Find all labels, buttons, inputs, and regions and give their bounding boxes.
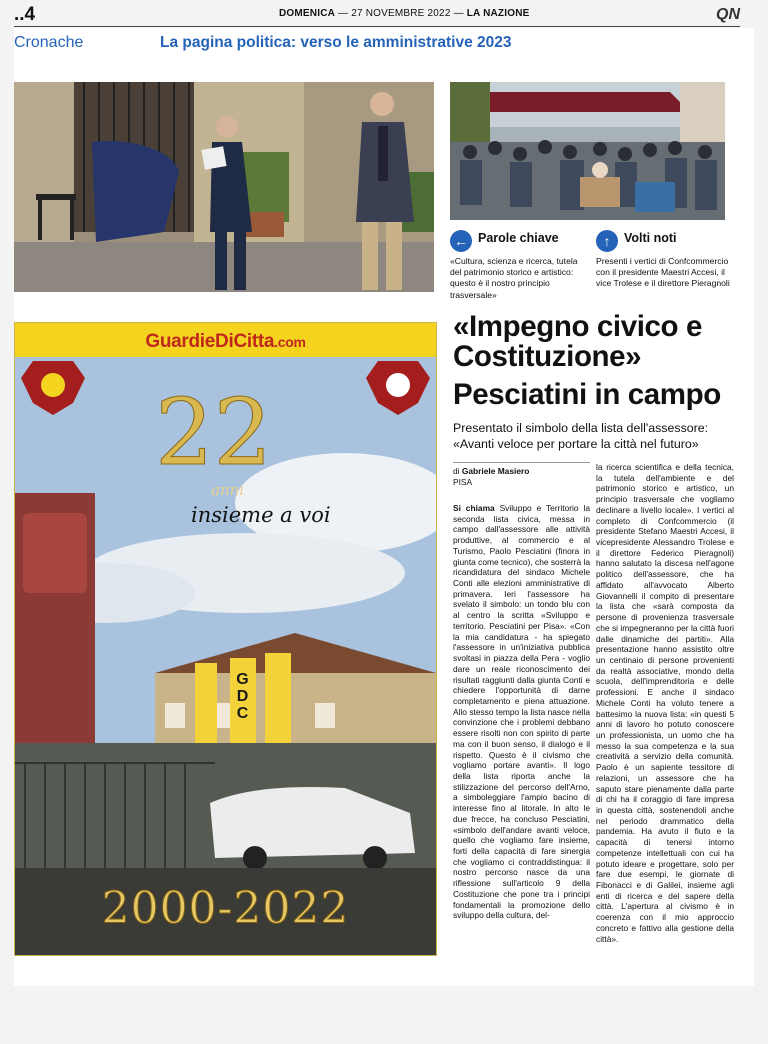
ad-anni: anni [211, 481, 245, 499]
ad-years: 2000-2022 [101, 883, 350, 934]
section-label: Cronache [14, 34, 84, 51]
ad-banner-text: GDC [234, 671, 251, 722]
arrow-up-icon: ↑ [596, 230, 618, 252]
ad-brand-suffix: .com [274, 334, 306, 350]
article-lead: Si chiama [453, 503, 495, 513]
top-headline: La pagina politica: verso le amministrative 2023 [160, 34, 512, 51]
article-col1-text: Sviluppo e Territorio la seconda lista civica, messa in campo dall'assessore alle attività produttive, al commercio e al Turismo, Paolo Pesciatini (finora in giunta come tecnico), che sosterrà la ricandidatura del sindaco Michele Conti alle elezioni amministrative di primavera. Ieri l'assessore ha svelato il simbolo: un tondo blu con al centro la scritta «Sviluppo e territorio. Pesciatini per Pisa». «Con la mia candidatura - ha spiegato l'assessore in un'iniziativa pubblica svoltasi in piazza della Pera - voglio dare un reale riconoscimento dei risultati raggiunti dalla giunta Conti e chiedere l'opportunità di darne completamento e piena attuazione. Allo stesso tempo la lista nasce nella convinzione che i problemi debbano essere risolti non con spirito di parte ma con il buon senso, il dialogo e il rispetto. Questo è il civismo che vogliamo portare avanti». Il logo della lista riporta anche la stilizzazione del percorso dell'Arno, a simboleggiare l'ampio bacino di interesse fino al litorale. In alto le due frecce, ha concluso Pesciatini, «simbolo dell'andare avanti veloce, quello che vogliamo fare insieme, forti della capacità di fare sinergia che vogliamo ci contraddistingua: il nostro percorso nasce da una riflessione sull'articolo 9 della Costituzione che pone tra i principi fondamentali la promozione dello sviluppo della cultura, del- [453, 503, 590, 921]
photo-unveiling [14, 82, 434, 292]
article-column-1 [453, 503, 590, 921]
article-column-2: la ricerca scientifica e della tecnica, la tutela dell'ambiente e del patrimonio storico e artistico, un principio trasversale che vogliamo declinare a livello locale». I vertici al completo di Confcommercio (il presidente Stefano Maestri Accesi, il vicepresidente Alessandro Trolese e il direttore Federico Pieragnoli) hanno salutato la discesa nell'agone politico dell'assessore, che ha affidato all'avvocato Alberto Giovannelli il compito di presentare la lista che «sarà composta da persone di provenienza trasversale che si impegneranno per la città fuori dalle dinamiche dei partiti». Alla presentazione hanno assistito oltre un centinaio di persone provenienti da realtà associative, mondo della scuola, dell'imprenditoria e delle professioni. E anche il sindaco Michele Conti ha voluto tenere a battesimo la nuova lista: «in questi 5 anni di lavoro ho potuto conoscere un professionista, un uomo che ha messo la sua competenza e la sua creatività a servizio della comunità. Paolo è un sapiente tessitore di relazioni, un assessore che ha saputo stare pienamente dalla parte di chi ha il coraggio di fare impresa in questa città, sostenendoli anche nel periodo drammatico della pandemia. Ha avuto il fiuto e la capacità di tenersi intorno competenze intellettuali con cui ha potuto ideare e progettare, solo per fare due esempi, le giornate di Fibonacci e di Galilei, insieme agli enti di ricerca e del sapere della città. L'apertura al civismo è in coerenza con il mio approccio concreto e fattivo alla gestione della città». [596, 462, 734, 944]
photo-crowd-illustration [450, 82, 725, 220]
byline-author: Gabriele Masiero [461, 466, 530, 476]
ad-tagline: insieme a voi [191, 503, 331, 527]
dateline-day: DOMENICA [279, 8, 336, 19]
ad-brand [15, 331, 436, 353]
page-header [14, 4, 740, 27]
byline [453, 462, 590, 488]
ad-brand-banner [15, 323, 436, 357]
photo-unveiling-illustration [14, 82, 434, 292]
dateline [279, 8, 530, 19]
dateline-paper: LA NAZIONE [466, 8, 530, 19]
keyword-text: «Cultura, scienza e ricerca, tutela del patrimonio storico e artistico: questo è il nostro principio trasversale» [450, 256, 578, 300]
keyword-text: Presenti i vertici di Confcommercio con il presidente Maestri Accesi, il vice Trolese e il direttore Pieragnoli [596, 256, 730, 289]
keyword-title: Parole chiave [478, 231, 559, 245]
byline-prefix: di [453, 466, 460, 476]
ad-anniversary-number: 22 [155, 379, 273, 486]
byline-place: PISA [453, 477, 473, 487]
dateline-sep: — [338, 8, 349, 19]
dateline-sep2: — [453, 8, 464, 19]
article-title: «Impegno civico e Costituzione» [453, 310, 702, 373]
advertisement [14, 322, 437, 956]
photo-crowd [450, 82, 725, 220]
ad-brand-name: GuardieDiCitta [145, 331, 275, 352]
article-subtitle: Pesciatini in campo [453, 378, 721, 411]
page-number: ..4 [14, 4, 36, 25]
arrow-left-icon: ← [450, 230, 472, 252]
qn-logo: QN [716, 6, 740, 23]
dateline-date: 27 NOVEMBRE 2022 [351, 8, 451, 19]
keyword-title: Volti noti [624, 231, 677, 245]
article-deck: Presentato il simbolo della lista dell'assessore: «Avanti veloce per portare la città nel futuro» [453, 421, 709, 451]
